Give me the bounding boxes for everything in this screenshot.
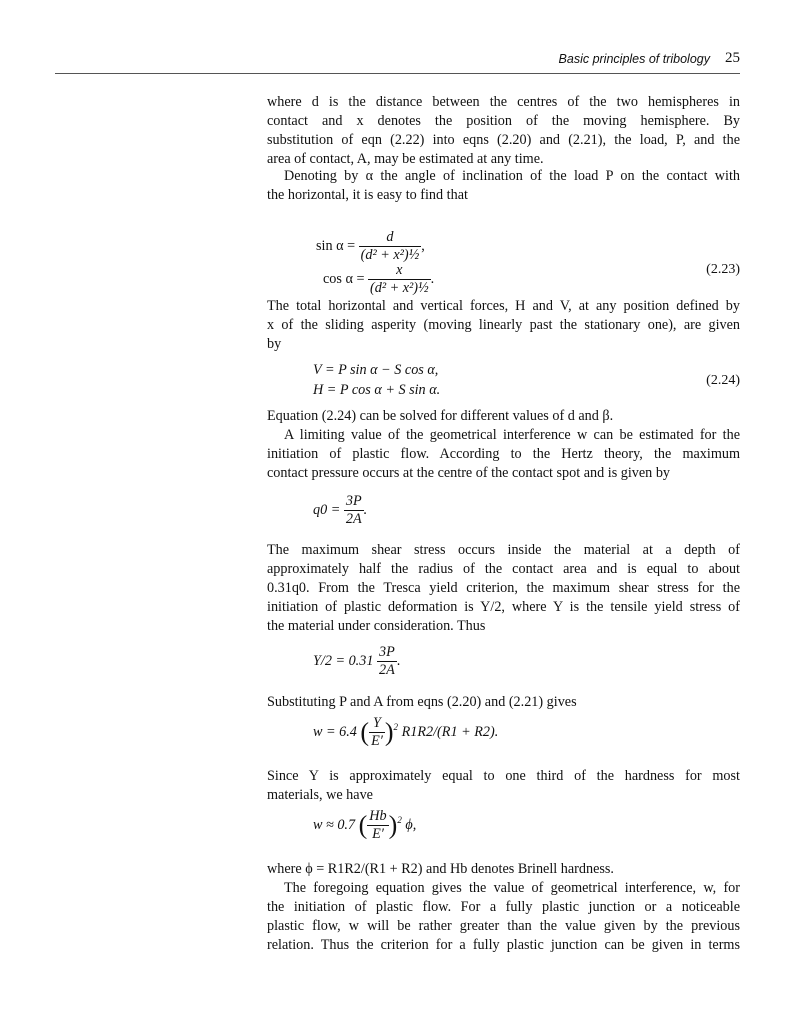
- text-line: substitution of eqn (2.22) into eqns (2.20) and (2.21), the load, P, and the: [267, 132, 740, 148]
- text-line: Equation (2.24) can be solved for different values of d and β.: [267, 408, 614, 424]
- q0-lhs: q0 =: [313, 501, 341, 518]
- header-rule: [55, 73, 740, 74]
- q0-fraction: [344, 493, 364, 528]
- equation-h: H = P cos α + S sin α.: [313, 382, 441, 398]
- w2-rhs: ϕ,: [405, 816, 417, 833]
- q0-denominator: 2A: [345, 511, 362, 527]
- text-line: contact pressure occurs at the centre of the contact spot and is given by: [267, 465, 671, 481]
- q0-numerator: 3P: [345, 493, 362, 509]
- w1-fraction: [369, 715, 385, 750]
- sin-fraction: [359, 229, 422, 264]
- yield-denominator: 2A: [378, 662, 395, 678]
- equation-number: (2.23): [706, 262, 740, 277]
- text-line: plastic flow, w will be rather greater than the value given by the previous: [267, 918, 740, 934]
- cos-denominator: (d² + x²)½: [370, 280, 429, 296]
- equation-cos: cos α = $\frac{x}{\text{(d² + x²)½}}$ .: [323, 262, 435, 296]
- text-line: x of the sliding asperity (moving linearly past the stationary one), are given: [267, 317, 740, 333]
- text-line: The maximum shear stress occurs inside the material at a depth of: [267, 542, 740, 558]
- w2-fraction: [367, 808, 388, 843]
- page-number: 25: [725, 50, 740, 66]
- yield-numerator: 3P: [378, 644, 395, 660]
- sin-denominator: (d² + x²)½: [360, 247, 420, 263]
- text-line: A limiting value of the geometrical interference w can be estimated for the: [284, 427, 740, 443]
- running-header: [0, 50, 740, 70]
- text-line: the initiation of plastic flow. For a fully plastic junction or a noticeable: [267, 899, 740, 915]
- w2-denominator: E′: [367, 825, 388, 843]
- text-line: initiation of plastic flow. According to the Hertz theory, the maximum: [267, 446, 740, 462]
- text-line: 0.31q0. From the Tresca yield criterion, the maximum shear stress for the: [267, 580, 740, 596]
- text-line: The foregoing equation gives the value of geometrical interference, w, for: [284, 880, 740, 896]
- w1-numerator: Y: [373, 715, 381, 731]
- yield-lhs: Y/2 = 0.31: [313, 652, 374, 669]
- cos-fraction: [368, 262, 431, 297]
- text-line: The total horizontal and vertical forces, H and V, at any position defined by: [267, 298, 740, 314]
- w1-rhs: R1R2/(R1 + R2).: [401, 723, 499, 740]
- text-line: Substituting P and A from eqns (2.20) and (2.21) gives: [267, 694, 577, 710]
- text-line: where ϕ = R1R2/(R1 + R2) and Hb denotes Brinell hardness.: [267, 861, 614, 877]
- yield-fraction: [377, 644, 397, 679]
- equation-number: (2.24): [706, 373, 740, 388]
- text-line: initiation of plastic deformation is Y/2, where Y is the tensile yield stress of: [267, 599, 740, 615]
- text-line: approximately half the radius of the contact area and is equal to about: [267, 561, 740, 577]
- text-line: contact and x denotes the position of the moving hemisphere. By: [267, 113, 740, 129]
- text-line: materials, we have: [267, 787, 373, 803]
- w1-lhs: w = 6.4: [313, 723, 357, 740]
- running-title: Basic principles of tribology: [558, 52, 710, 66]
- text-line: the material under consideration. Thus: [267, 618, 486, 634]
- text-line: where d is the distance between the centres of the two hemispheres in: [267, 94, 740, 110]
- w2-lhs: w ≈ 0.7: [313, 816, 356, 833]
- text-line: Denoting by α the angle of inclination of the load P on the contact with: [284, 168, 740, 184]
- equation-sin: sin α = $\frac{d}{\text{(d² + x²)½}}$ ,: [316, 229, 425, 263]
- sin-lhs: sin α =: [316, 237, 356, 254]
- text-line: Since Y is approximately equal to one third of the hardness for most: [267, 768, 740, 784]
- text-line: by: [267, 336, 282, 352]
- w2-numerator: Hb: [369, 808, 387, 824]
- text-line: the horizontal, it is easy to find that: [267, 187, 468, 203]
- equation-v: V = P sin α − S cos α,: [313, 362, 439, 378]
- sin-numerator: d: [386, 229, 394, 245]
- w1-denominator: E′: [371, 733, 383, 749]
- cos-lhs: cos α =: [323, 270, 365, 287]
- text-line: relation. Thus the criterion for a fully plastic junction can be given in terms: [267, 937, 740, 953]
- equation-q0: q0 = $\frac{3P}{2A}$ .: [313, 493, 368, 527]
- cos-numerator: x: [396, 262, 403, 278]
- text-line: area of contact, A, may be estimated at any time.: [267, 151, 544, 167]
- equation-w-elastic: w = 6.4 ( $\frac{Y}{E'}$ )$^2$ R1R2/(R1 + R2).: [313, 715, 499, 749]
- equation-yield: Y/2 = 0.31 $\frac{3P}{2A}$ .: [313, 644, 401, 678]
- equation-w-hardness: w ≈ 0.7 ( $\frac{Hb}{E'}$ )$^2$ ϕ,: [313, 808, 417, 842]
